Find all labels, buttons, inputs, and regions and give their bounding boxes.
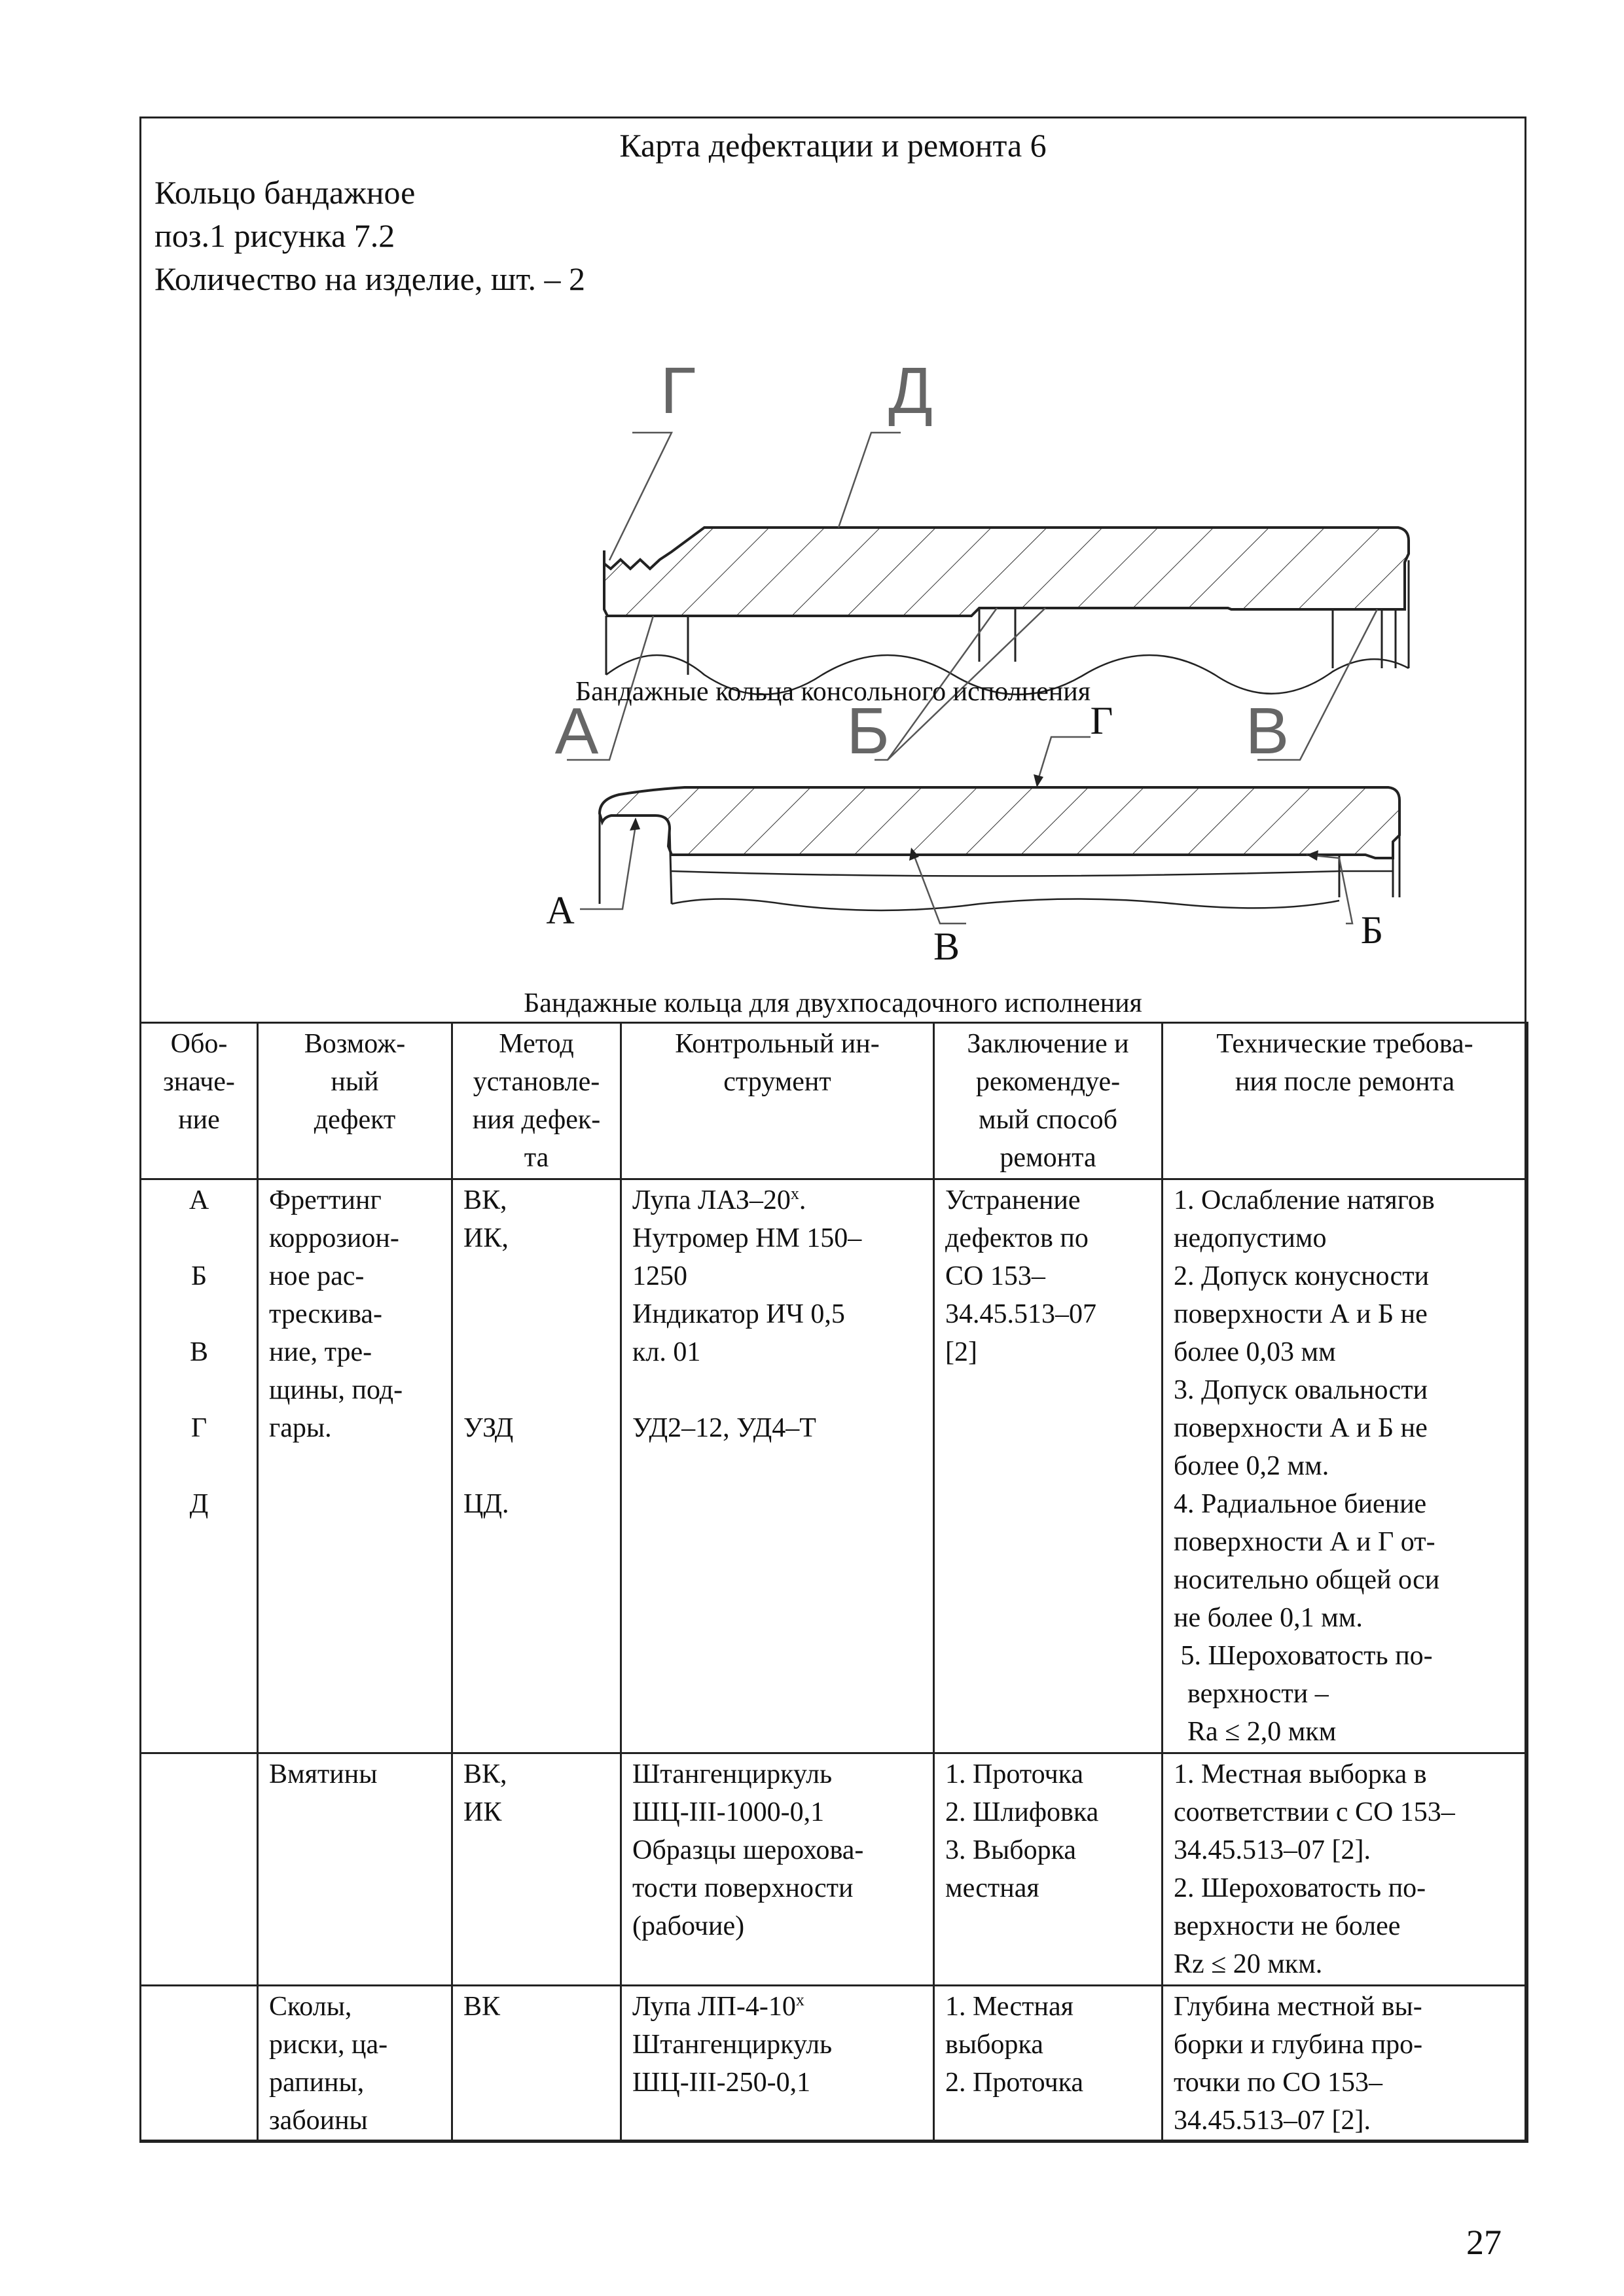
label2-v: В (933, 925, 960, 968)
defect-table (139, 1022, 1528, 2143)
figure2-caption: Бандажные кольца для двухпосадочного исполнения (524, 988, 1142, 1018)
cell-method: ВК, ИК, УЗД ЦД. (452, 1179, 621, 1753)
cell-requirements: 1. Ослабление натягов недопустимо 2. Допуск конусности поверхности А и Б не более 0,03 мм 3. Допуск овальности поверхности А и Б не более 0,2 мм. 4. Радиальное биение поверхности А и Г от- носительно общей оси не более 0,1 мм. 5. Шероховатость по- верхности – Ra ≤ 2,0 мкм (1163, 1179, 1528, 1753)
label-b: Б (846, 694, 890, 768)
cell-designation (141, 1753, 258, 1986)
defect-card-frame (139, 117, 1526, 2142)
label-g: Г (660, 354, 696, 427)
cell-conclusion: 1. Местная выборка 2. Проточка (934, 1986, 1163, 2142)
part-quantity: Количество на изделие, шт. – 2 (154, 260, 585, 297)
cell-defect: Вмятины (258, 1753, 452, 1986)
page-number: 27 (1466, 2223, 1502, 2262)
table-row (141, 1986, 1528, 2142)
col-header-method: Метод установле- ния дефек- та (452, 1023, 621, 1179)
col-header-designation: Обо- значе- ние (141, 1023, 258, 1179)
table-row (141, 1753, 1528, 1986)
cell-defect: Фреттинг коррозион- ное рас- трескива- ние, тре- щины, под- гары. (258, 1179, 452, 1753)
cell-conclusion: Устранение дефектов по СО 153– 34.45.513–07 [2] (934, 1179, 1163, 1753)
col-header-conclusion: Заключение и рекомендуе- мый способ ремонта (934, 1023, 1163, 1179)
col-header-requirements: Технические требова- ния после ремонта (1163, 1023, 1528, 1179)
figure1-caption: Бандажные кольца консольного исполнения (575, 677, 1091, 707)
cell-instrument: Лупа ЛАЗ–$20^х$. Нутромер НМ 150– 1250 Индикатор ИЧ 0,5 кл. 01 УД2–12, УД4–Т (621, 1179, 934, 1753)
cell-designation: А Б В Г Д (141, 1179, 258, 1753)
label-a: А (554, 694, 599, 768)
table-header-row (141, 1023, 1528, 1179)
col-header-instrument: Контрольный ин- струмент (621, 1023, 934, 1179)
part-name: Кольцо бандажное (154, 174, 416, 211)
col-header-defect: Возмож- ный дефект (258, 1023, 452, 1179)
label2-a: А (546, 889, 575, 932)
label2-g: Г (1090, 708, 1113, 742)
part-position: поз.1 рисунка 7.2 (154, 217, 395, 254)
cell-requirements: Глубина местной вы- борки и глубина про- точки по СО 153– 34.45.513–07 [2]. (1163, 1986, 1528, 2142)
cell-conclusion: 1. Проточка 2. Шлифовка 3. Выборка местная (934, 1753, 1163, 1986)
cell-designation (141, 1986, 258, 2142)
label-v: В (1245, 694, 1290, 768)
cell-requirements: 1. Местная выборка в соответствии с СО 153– 34.45.513–07 [2]. 2. Шероховатость по- верхности не более Rz ≤ 20 мкм. (1163, 1753, 1528, 1986)
cell-defect: Сколы, риски, ца- рапины, забоины (258, 1986, 452, 2142)
cell-method: ВК (452, 1986, 621, 2142)
cell-method: ВК, ИК (452, 1753, 621, 1986)
cell-instrument: Штангенциркуль ШЦ-III-1000-0,1 Образцы шерохова- тости поверхности (рабочие) (621, 1753, 934, 1986)
card-title: Карта дефектации и ремонта 6 (619, 127, 1047, 164)
label-d: Д (888, 354, 933, 427)
label2-b: Б (1360, 908, 1384, 952)
two-seat-ring-drawing (390, 708, 1437, 996)
cell-instrument: Лупа $ЛП-4-10^х$ Штангенциркуль ШЦ-III-250-0,1 (621, 1986, 934, 2142)
table-row (141, 1179, 1528, 1753)
